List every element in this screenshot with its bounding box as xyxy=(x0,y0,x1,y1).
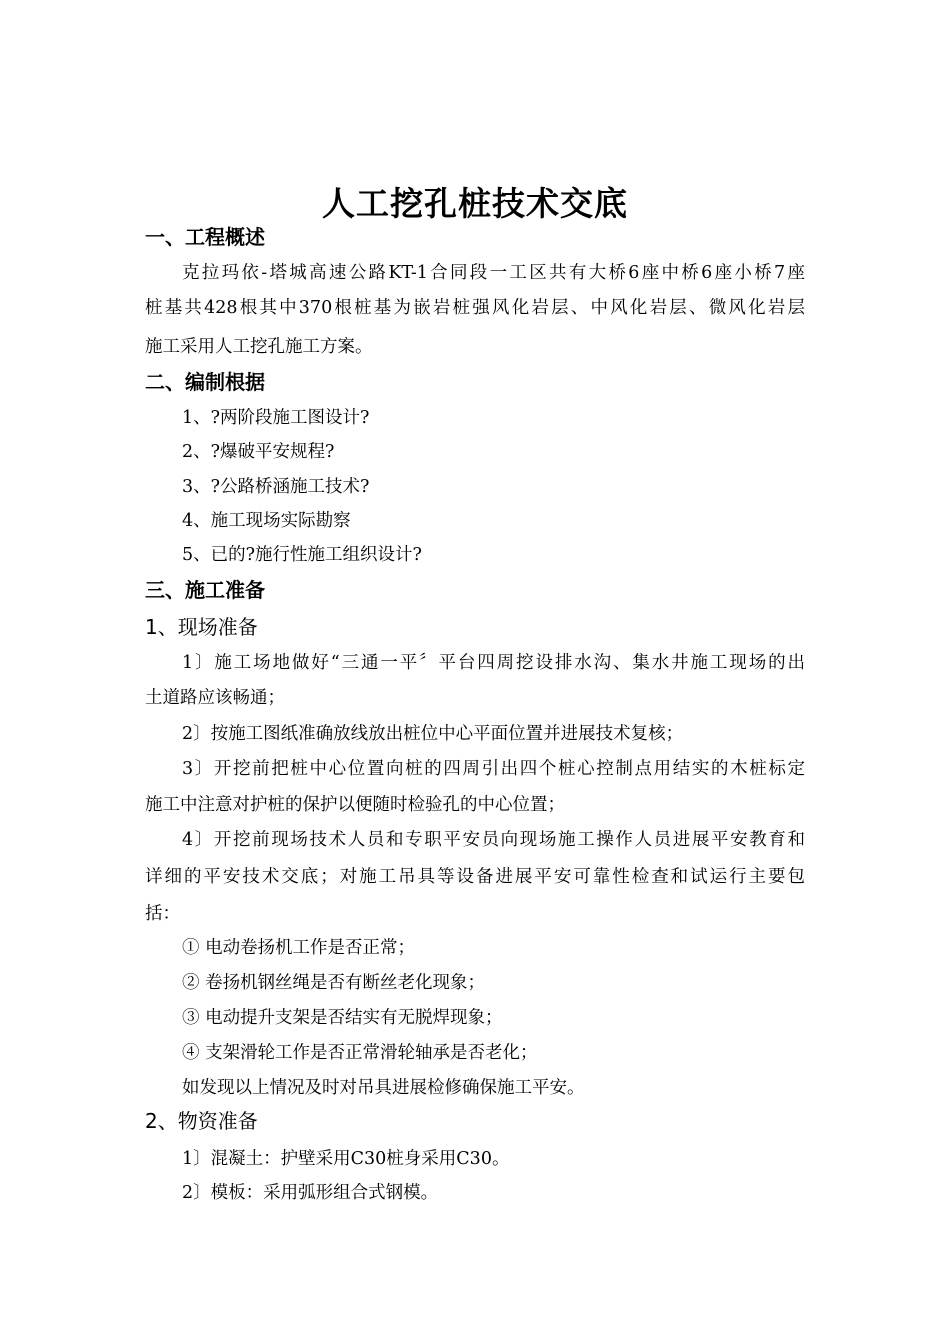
basis-item-1: 1、?两阶段施工图设计? xyxy=(182,408,370,428)
site-line-7: 详细的平安技术交底；对施工吊具等设备进展平安可靠性检查和试运行主要包 xyxy=(145,867,805,887)
basis-item-4: 4、施工现场实际勘察 xyxy=(182,511,351,531)
section-heading-overview: 一、工程概述 xyxy=(145,225,265,249)
basis-item-3: 3、?公路桥涵施工技术? xyxy=(182,477,370,497)
site-line-conclusion: 如发现以上情况及时对吊具进展检修确保施工平安。 xyxy=(182,1078,585,1098)
section-heading-preparation: 三、施工准备 xyxy=(145,578,265,602)
section-heading-basis: 二、编制根据 xyxy=(145,370,265,394)
basis-item-5: 5、已的?施行性施工组织设计? xyxy=(182,545,422,565)
site-line-8: 括： xyxy=(145,904,180,924)
subsection-heading-site: 1、现场准备 xyxy=(145,615,258,639)
site-line-2: 土道路应该畅通； xyxy=(145,688,285,708)
site-line-6: 4〕开挖前现场技术人员和专职平安员向现场施工操作人员进展平安教育和 xyxy=(182,830,805,850)
site-line-1: 1〕施工场地做好“三通一平〞平台四周挖设排水沟、集水井施工现场的出 xyxy=(182,653,805,673)
subsection-heading-materials: 2、物资准备 xyxy=(145,1109,258,1133)
site-line-3: 2〕按施工图纸准确放线放出桩位中心平面位置并进展技术复核； xyxy=(182,724,684,744)
basis-item-2: 2、?爆破平安规程? xyxy=(182,442,335,462)
overview-line-3: 施工采用人工挖孔施工方案。 xyxy=(145,337,373,357)
check-item-3: ③ 电动提升支架是否结实有无脱焊现象； xyxy=(182,1008,503,1028)
materials-line-2: 2〕模板：采用弧形组合式钢模。 xyxy=(182,1183,439,1203)
check-item-1: ① 电动卷扬机工作是否正常； xyxy=(182,938,416,958)
check-item-4: ④ 支架滑轮工作是否正常滑轮轴承是否老化； xyxy=(182,1043,538,1063)
materials-line-1: 1〕混凝土：护壁采用C30桩身采用C30。 xyxy=(182,1149,510,1169)
document-title: 人工挖孔桩技术交底 xyxy=(322,184,628,223)
site-line-4: 3〕开挖前把桩中心位置向桩的四周引出四个桩心控制点用结实的木桩标定 xyxy=(182,759,805,779)
overview-line-1: 克拉玛依-塔城高速公路KT-1合同段一工区共有大桥6座中桥6座小桥7座 xyxy=(182,263,805,283)
check-item-2: ② 卷扬机钢丝绳是否有断丝老化现象； xyxy=(182,973,486,993)
overview-line-2: 桩基共428根其中370根桩基为嵌岩桩强风化岩层、中风化岩层、微风化岩层 xyxy=(145,298,805,318)
site-line-5: 施工中注意对护桩的保护以便随时检验孔的中心位置； xyxy=(145,795,565,815)
